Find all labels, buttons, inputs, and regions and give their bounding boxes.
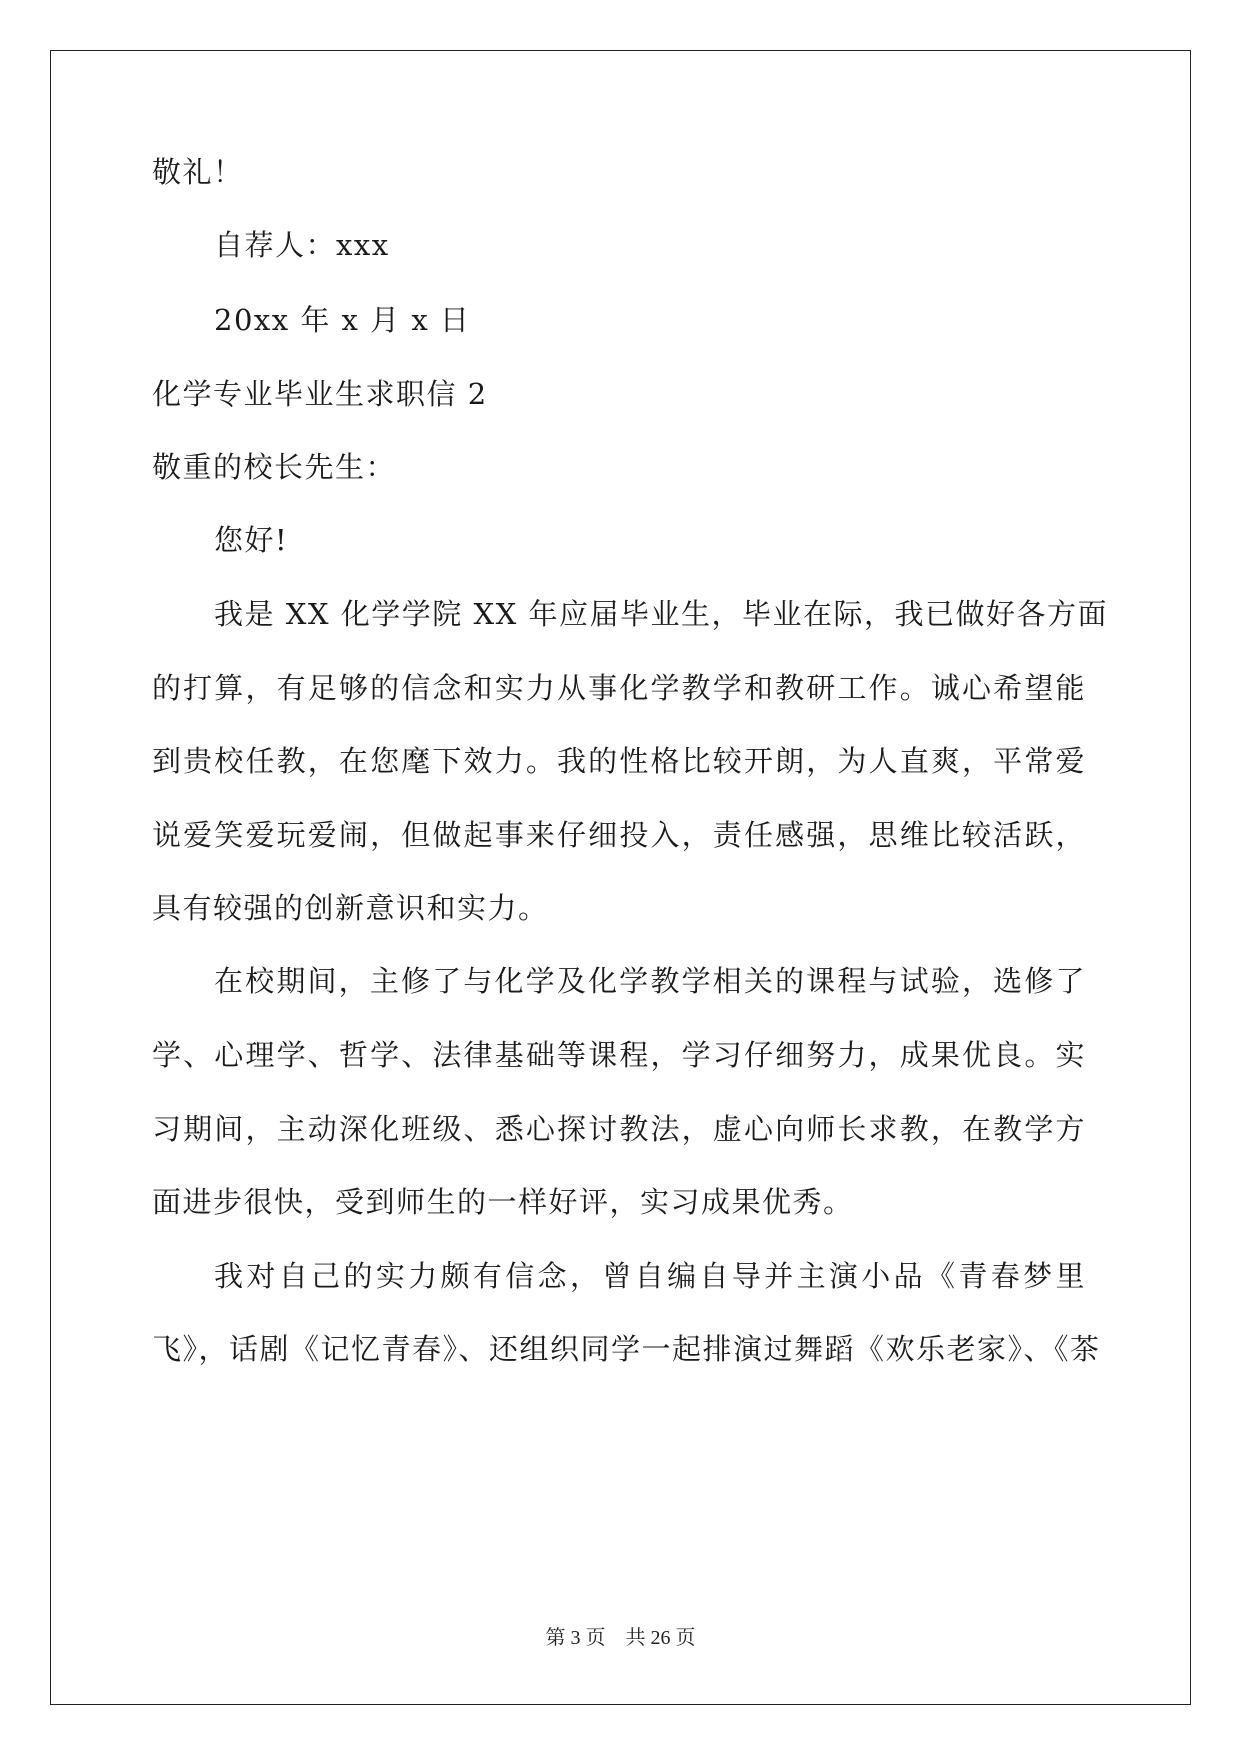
paragraph-3-line-2: 飞》，话剧《记忆青春》、还组织同学一起排演过舞蹈《欢乐老家》、《茶	[152, 1332, 1101, 1366]
paragraph-1-line-3: 到贵校任教，在您麾下效力。我的性格比较开朗，为人直爽，平常爱	[152, 744, 1086, 778]
closing-salute: 敬礼！	[152, 155, 244, 189]
paragraph-3-line-1: 我对自己的实力颇有信念，曾自编自导并主演小品《青春梦里	[214, 1259, 1086, 1293]
signer-line: 自荐人：xxx	[214, 228, 390, 262]
paragraph-2-line-3: 习期间，主动深化班级、悉心探讨教法，虚心向师长求教，在教学方	[152, 1112, 1086, 1146]
paragraph-2-line-2: 学、心理学、哲学、法律基础等课程，学习仔细努力，成果优良。实	[152, 1038, 1086, 1072]
page-footer: 第 3 页 共 26 页	[545, 1627, 696, 1649]
paragraph-2-line-1: 在校期间，主修了与化学及化学教学相关的课程与试验，选修了	[214, 964, 1086, 998]
paragraph-1-line-2: 的打算，有足够的信念和实力从事化学教学和教研工作。诚心希望能	[152, 671, 1086, 705]
paragraph-1-line-5: 具有较强的创新意识和实力。	[152, 891, 549, 925]
greeting: 您好!	[214, 523, 289, 557]
paragraph-1-line-1: 我是 XX 化学学院 XX 年应届毕业生，毕业在际，我已做好各方面	[214, 597, 1108, 631]
page-border	[50, 50, 1191, 1705]
paragraph-1-line-4: 说爱笑爱玩爱闹，但做起事来仔细投入，责任感强，思维比较活跃，	[152, 818, 1086, 852]
letter-title: 化学专业毕业生求职信 2	[152, 377, 488, 411]
date-line: 20xx 年 x 月 x 日	[214, 303, 471, 337]
paragraph-2-line-4: 面进步很快，受到师生的一样好评，实习成果优秀。	[152, 1185, 854, 1219]
salutation: 敬重的校长先生：	[152, 450, 397, 484]
